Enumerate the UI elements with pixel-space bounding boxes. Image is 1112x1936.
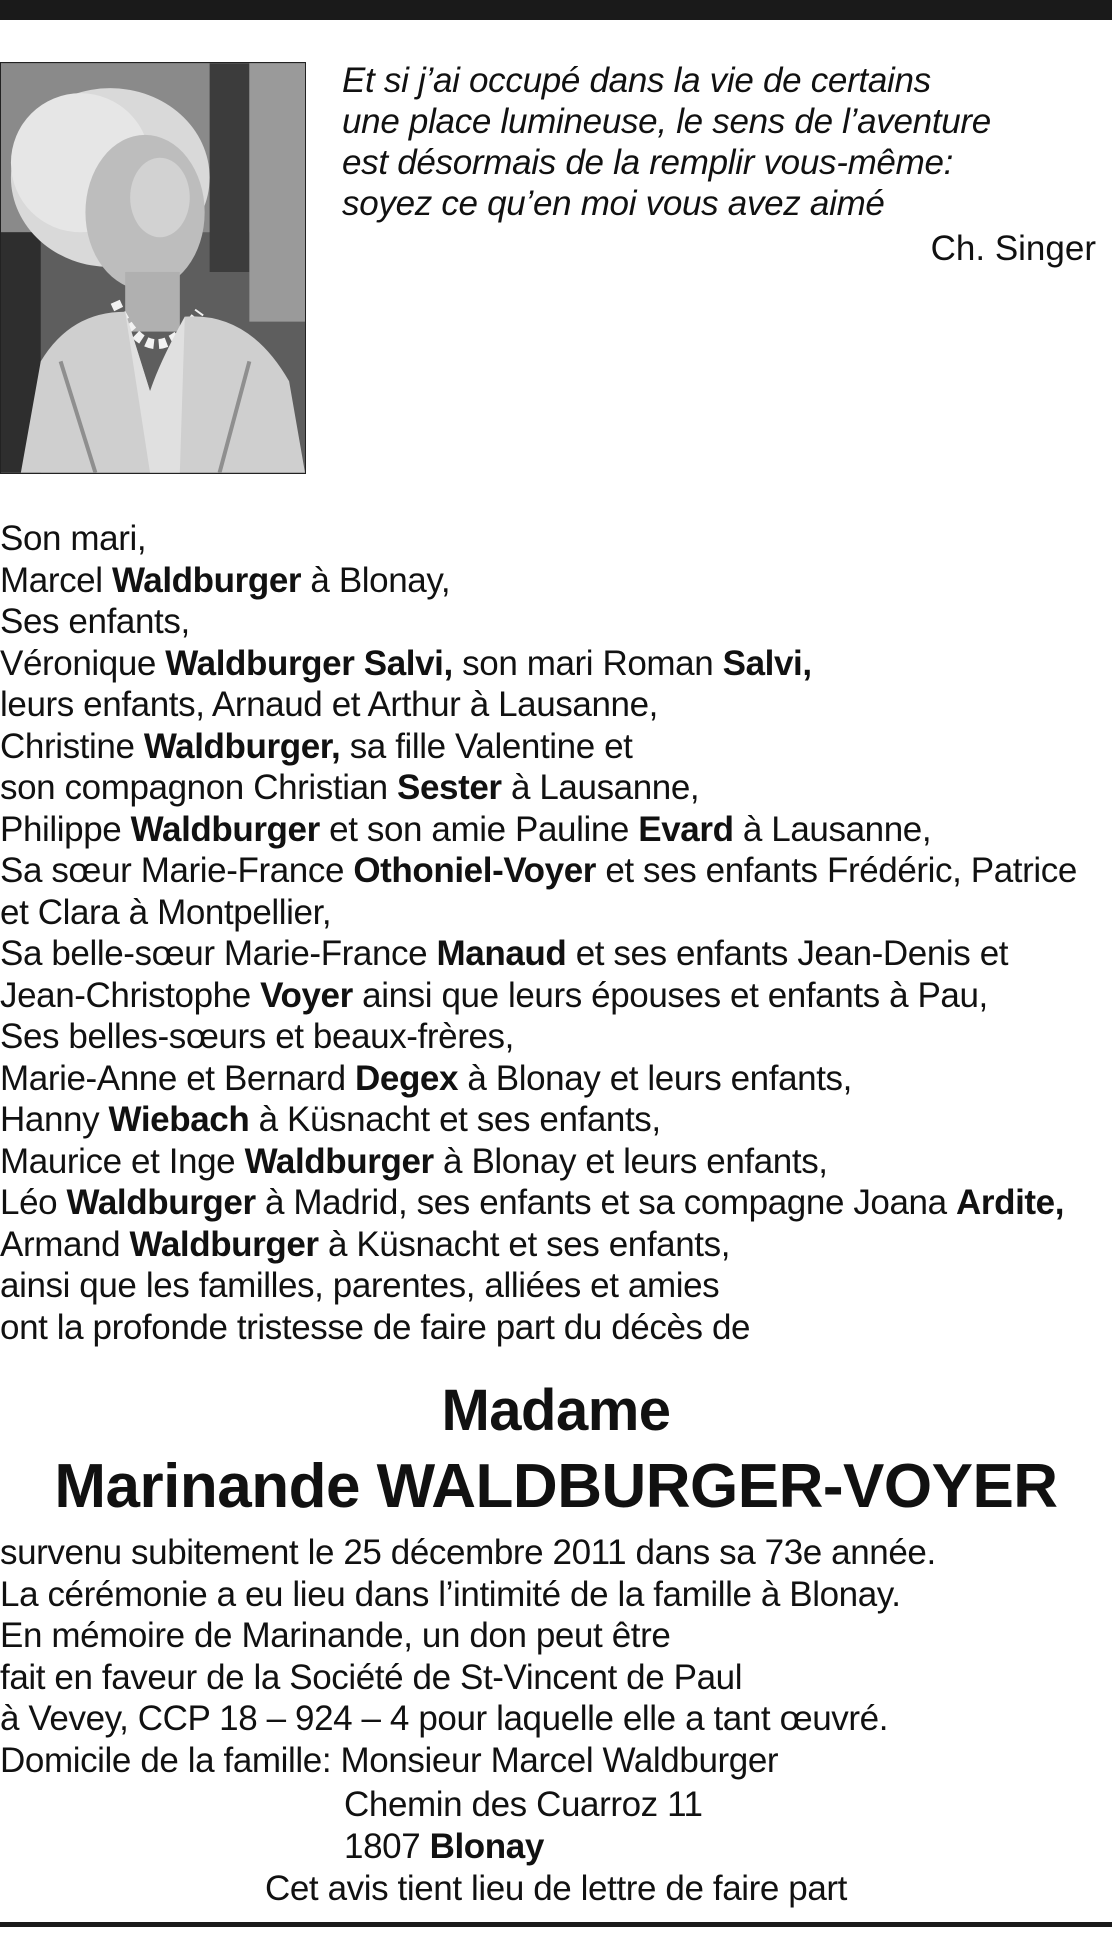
family-line: Armand Waldburger à Küsnacht et ses enfants,: [0, 1224, 731, 1264]
family-line: leurs enfants, Arnaud et Arthur à Lausanne,: [0, 685, 658, 724]
family-line: Marie-Anne et Bernard Degex à Blonay et leurs enfants,: [0, 1058, 852, 1098]
address-street: Chemin des Cuarroz 11: [344, 1785, 703, 1824]
family-line: Jean-Christophe Voyer ainsi que leurs épouses et enfants à Pau,: [0, 975, 988, 1015]
family-line: Marcel Waldburger à Blonay,: [0, 560, 451, 600]
family-line: ont la profonde tristesse de faire part du décès de: [0, 1307, 751, 1347]
family-line: Ses enfants,: [0, 602, 190, 641]
family-line: Ses belles-sœurs et beaux-frères,: [0, 1017, 514, 1056]
family-line: Sa sœur Marie-France Othoniel-Voyer et ses enfants Frédéric, Patrice: [0, 851, 1077, 890]
family-line: Véronique Waldburger Salvi, son mari Roman Salvi,: [0, 643, 812, 683]
details-line: En mémoire de Marinande, un don peut être: [0, 1616, 671, 1655]
family-line: Philippe Waldburger et son amie Pauline Evard à Lausanne,: [0, 809, 932, 849]
deceased-title: Madame: [441, 1378, 671, 1443]
details-line: Domicile de la famille: Monsieur Marcel Waldburger: [0, 1740, 779, 1780]
family-line: Christine Waldburger, sa fille Valentine et: [0, 726, 633, 766]
poem-author: Ch. Singer: [930, 229, 1096, 268]
bottom-rule: [0, 1922, 1112, 1927]
family-line: Léo Waldburger à Madrid, ses enfants et sa compagne Joana Ardite,: [0, 1183, 1065, 1222]
address-postcode: 1807: [344, 1827, 430, 1866]
details-line: survenu subitement le 25 décembre 2011 dans sa 73e année.: [0, 1533, 936, 1572]
address-town-line: [344, 1826, 544, 1868]
poem-line: est désormais de la remplir vous-même:: [342, 143, 954, 182]
family-line: Maurice et Inge Waldburger à Blonay et leurs enfants,: [0, 1141, 828, 1181]
poem-line: soyez ce qu’en moi vous avez aimé: [342, 184, 885, 223]
portrait-illustration: [1, 63, 305, 473]
family-line: et Clara à Montpellier,: [0, 892, 332, 932]
details-block: [0, 1532, 1110, 1781]
portrait-photo: [0, 62, 306, 474]
address-town: Blonay: [429, 1827, 544, 1866]
family-list: [0, 518, 1110, 1348]
poem-line: Et si j’ai occupé dans la vie de certains: [342, 61, 931, 100]
family-line: ainsi que les familles, parentes, alliées et amies: [0, 1266, 720, 1305]
family-line: Sa belle-sœur Marie-France Manaud et ses enfants Jean-Denis et: [0, 934, 1009, 973]
details-line: La cérémonie a eu lieu dans l’intimité de la famille à Blonay.: [0, 1574, 901, 1614]
family-line: Hanny Wiebach à Küsnacht et ses enfants,: [0, 1100, 661, 1139]
family-line: son compagnon Christian Sester à Lausanne,: [0, 768, 700, 807]
details-line: fait en faveur de la Société de St-Vincent de Paul: [0, 1657, 743, 1697]
notice-note: Cet avis tient lieu de lettre de faire part: [264, 1869, 847, 1908]
deceased-name: Marinande WALDBURGER-VOYER: [54, 1452, 1058, 1521]
poem-quote: [342, 60, 1102, 224]
details-line: à Vevey, CCP 18 – 924 – 4 pour laquelle elle a tant œuvré.: [0, 1699, 889, 1738]
family-line: Son mari,: [0, 519, 147, 558]
top-rule: [0, 0, 1112, 20]
poem-line: une place lumineuse, le sens de l’aventure: [342, 102, 991, 141]
